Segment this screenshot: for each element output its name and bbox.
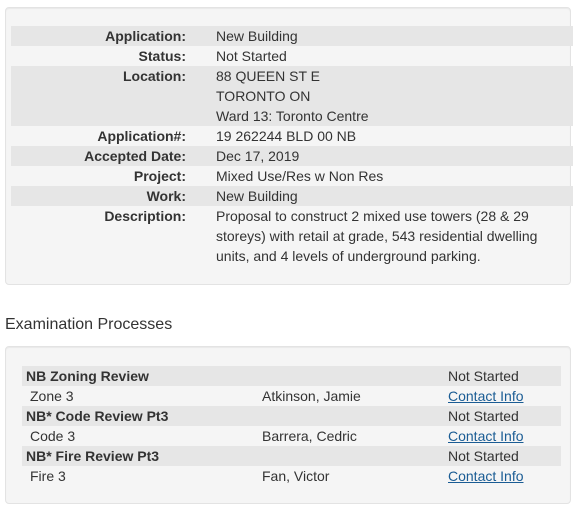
location-line-street: 88 QUEEN ST E: [216, 68, 321, 84]
detail-label: Location:: [11, 66, 216, 126]
examination-processes-table: [22, 366, 561, 486]
process-spacer: [262, 406, 448, 426]
location-line-city: TORONTO ON: [216, 88, 311, 104]
examination-processes-panel: [5, 346, 571, 504]
detail-row-status: [11, 46, 573, 66]
detail-label: Application#:: [97, 128, 186, 144]
detail-label: Project:: [133, 168, 186, 184]
detail-value: Proposal to construct 2 mixed use towers (28 & 29 storeys) with retail at grade, 543 residential dwelling units, and 4 levels of underground parking.: [216, 208, 538, 264]
detail-label: Work:: [11, 186, 216, 206]
task-row: [22, 466, 561, 486]
process-spacer: [262, 446, 448, 466]
detail-row-application-number: [11, 126, 573, 146]
examiner-name: Fan, Victor: [262, 468, 330, 484]
task-name: Code 3: [30, 428, 76, 444]
detail-row-location: [11, 66, 573, 126]
detail-label: Description:: [104, 208, 186, 224]
examination-processes-heading: Examination Processes: [5, 316, 173, 333]
task-name: Fire 3: [30, 468, 66, 484]
detail-value: 19 262244 BLD 00 NB: [216, 128, 357, 144]
process-name: NB Zoning Review: [22, 366, 262, 386]
task-row: [22, 426, 561, 446]
location-line-ward: Ward 13: Toronto Centre: [216, 108, 369, 124]
detail-value: Mixed Use/Res w Non Res: [216, 168, 384, 184]
examiner-name: Atkinson, Jamie: [262, 388, 361, 404]
contact-info-link[interactable]: Contact Info: [448, 468, 524, 484]
detail-value: New Building: [216, 26, 573, 46]
detail-label: Status:: [138, 48, 186, 64]
process-row: [22, 366, 561, 386]
detail-row-description: [11, 206, 573, 266]
detail-label: Application:: [11, 26, 216, 46]
process-spacer: [262, 366, 448, 386]
detail-label: Accepted Date:: [11, 146, 216, 166]
process-row: [22, 446, 561, 466]
detail-value: New Building: [216, 186, 573, 206]
examiner-name: Barrera, Cedric: [262, 428, 357, 444]
detail-row-work: [11, 186, 573, 206]
detail-row-accepted-date: [11, 146, 573, 166]
application-details-panel: [5, 7, 571, 285]
process-status: Not Started: [448, 366, 561, 386]
contact-info-link[interactable]: Contact Info: [448, 428, 524, 444]
detail-value: Dec 17, 2019: [216, 146, 573, 166]
task-row: [22, 386, 561, 406]
detail-row-application: [11, 26, 573, 46]
task-name: Zone 3: [30, 388, 74, 404]
process-row: [22, 406, 561, 426]
detail-row-project: [11, 166, 573, 186]
detail-value: [216, 66, 573, 126]
process-status: Not Started: [448, 406, 561, 426]
contact-info-link[interactable]: Contact Info: [448, 388, 524, 404]
process-name: NB* Fire Review Pt3: [22, 446, 262, 466]
application-details-table: [11, 26, 573, 266]
process-name: NB* Code Review Pt3: [22, 406, 262, 426]
detail-value: Not Started: [216, 48, 287, 64]
process-status: Not Started: [448, 446, 561, 466]
